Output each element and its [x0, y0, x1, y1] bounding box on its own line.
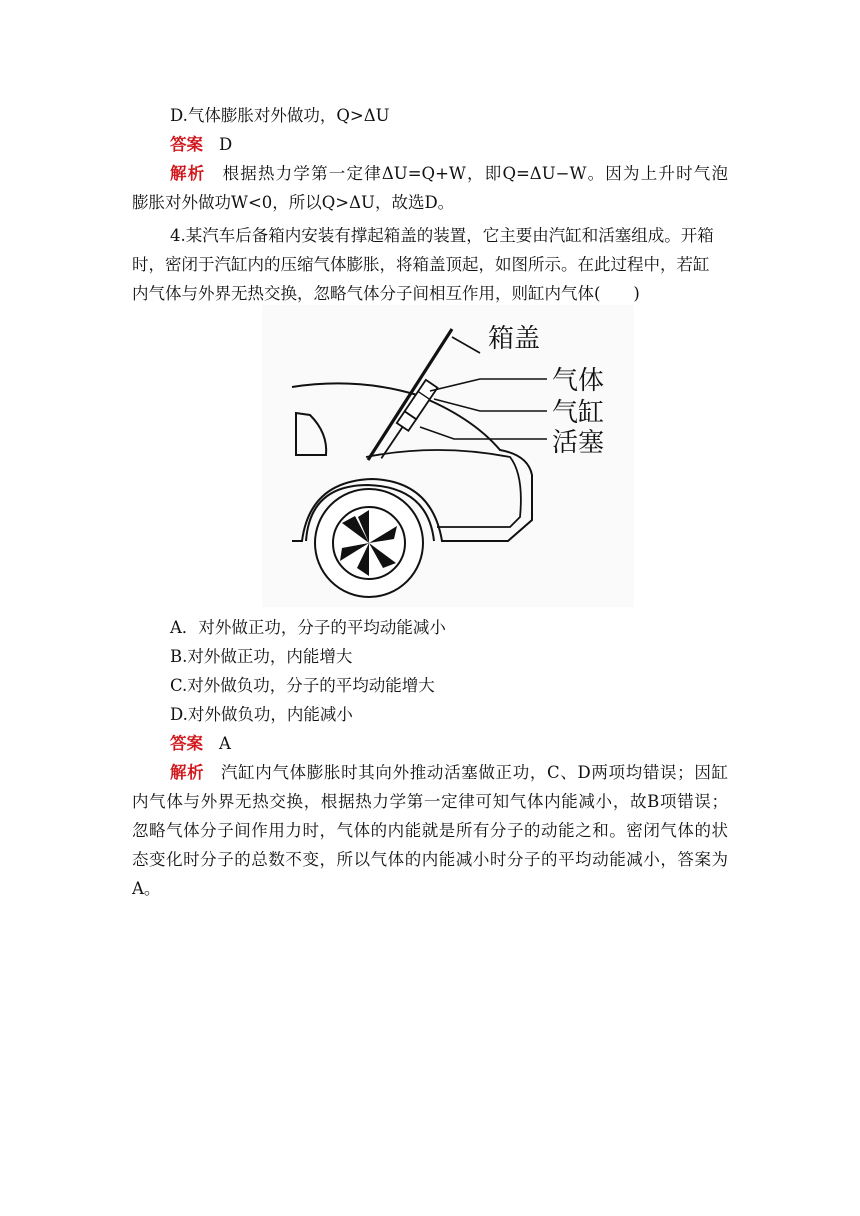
q4-answer	[170, 734, 231, 754]
label-piston: 活塞	[552, 428, 605, 458]
answer-label: 答案	[170, 734, 203, 753]
analysis-text: 汽缸内气体膨胀时其向外推动活塞做正功，C、D两项均错误；因缸	[220, 763, 729, 782]
q3-analysis-line-1	[170, 164, 728, 184]
q4-stem-line-1: 4.某汽车后备箱内安装有撑起箱盖的装置，它主要由汽缸和活塞组成。开箱	[170, 226, 714, 245]
answer-value: A	[219, 734, 231, 753]
q4-option-a: A．对外做正功，分子的平均动能减小	[170, 618, 446, 637]
q4-analysis-line-1	[170, 763, 728, 783]
label-lid: 箱盖	[488, 324, 541, 354]
answer-label: 答案	[170, 135, 203, 154]
answer-value: D	[219, 135, 233, 154]
label-gas: 气体	[552, 366, 605, 396]
analysis-label: 解析	[170, 763, 205, 782]
q3-analysis-line-2: 膨胀对外做功W<0，所以Q>ΔU，故选D。	[132, 193, 455, 212]
q3-option-d: D.气体膨胀对外做功，Q>ΔU	[170, 106, 390, 125]
q4-option-c: C.对外做负功，分子的平均动能增大	[170, 676, 435, 695]
q4-analysis-line-2: 内气体与外界无热交换，根据热力学第一定律可知气体内能减小，故B项错误；	[132, 792, 728, 811]
car-trunk-figure	[262, 305, 634, 607]
q4-analysis-line-4: 态变化时分子的总数不变，所以气体的内能减小时分子的平均动能减小，答案为	[132, 850, 728, 869]
q3-answer	[170, 135, 232, 155]
q4-stem-line-2: 时，密闭于汽缸内的压缩气体膨胀，将箱盖顶起，如图所示。在此过程中，若缸	[132, 255, 710, 274]
q4-analysis-line-5: A。	[132, 879, 161, 898]
q4-stem-line-3: 内气体与外界无热交换，忽略气体分子间相互作用，则缸内气体( )	[132, 284, 640, 303]
label-cylinder: 气缸	[552, 398, 605, 428]
analysis-label: 解析	[170, 164, 206, 183]
analysis-text: 根据热力学第一定律ΔU=Q+W，即Q=ΔU−W。因为上升时气泡	[221, 164, 729, 183]
q4-analysis-line-3: 忽略气体分子间作用力时，气体的内能就是所有分子的动能之和。密闭气体的状	[132, 821, 728, 840]
q4-option-d: D.对外做负功，内能减小	[170, 705, 353, 724]
q4-option-b: B.对外做正功，内能增大	[170, 647, 353, 666]
